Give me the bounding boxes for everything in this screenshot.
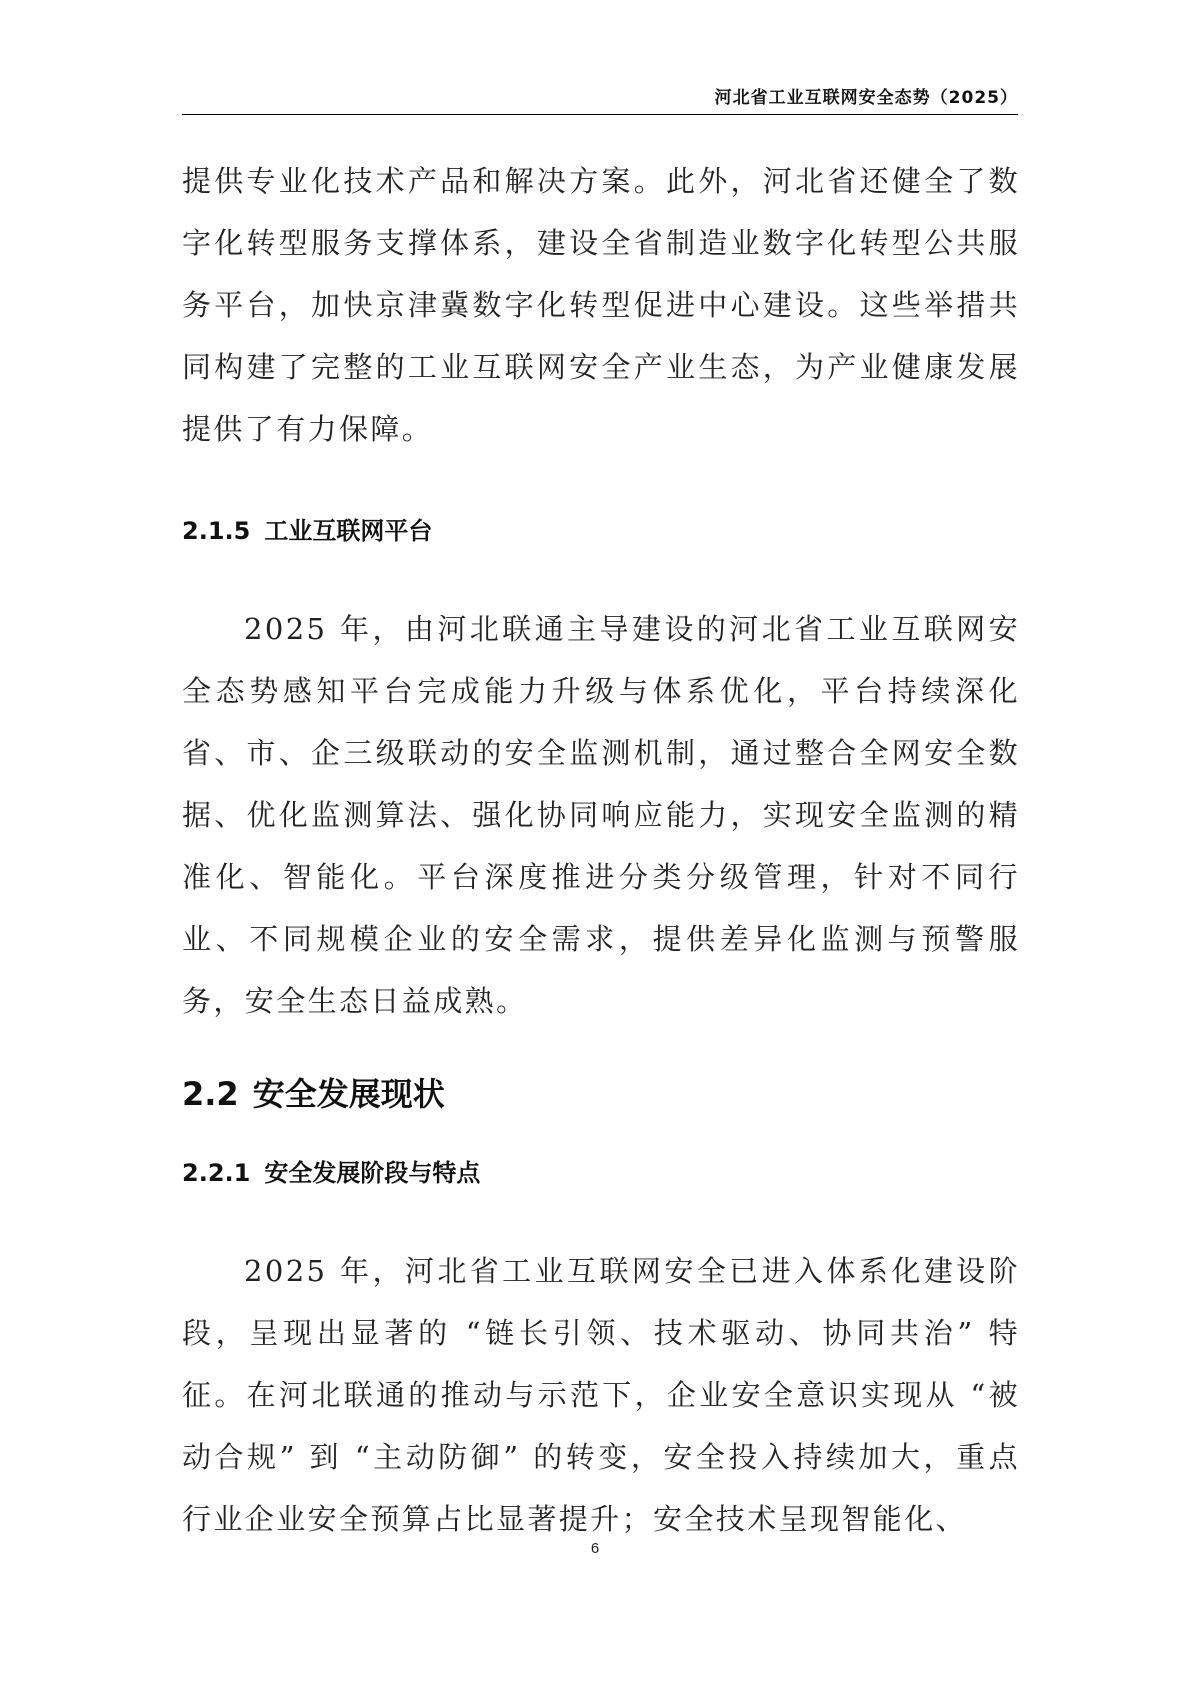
paragraph-development-stage: 2025 年，河北省工业互联网安全已进入体系化建设阶段，呈现出显著的 “链长引领、技术驱动、协同共治” 特征。在河北联通的推动与示范下，企业安全意识实现从 “被动合规” 到 “主动防御” 的转变，安全投入持续加大，重点行业企业安全预算占比显著提升；安全技术呈现智能化、	[182, 1254, 1020, 1536]
page-content	[182, 150, 1020, 1550]
heading-number: 2.2.1	[182, 1159, 251, 1187]
paragraph-platform: 2025 年，由河北联通主导建设的河北省工业互联网安全态势感知平台完成能力升级与体系优化，平台持续深化省、市、企三级联动的安全监测机制，通过整合全网安全数据、优化监测算法、强化协同响应能力，实现安全监测的精准化、智能化。平台深度推进分类分级管理，针对不同行业、不同规模企业的安全需求，提供差异化监测与预警服务，安全生态日益成熟。	[182, 612, 1020, 1018]
page-number: 6	[590, 1540, 600, 1557]
running-header: 河北省工业互联网安全态势（2025）	[182, 84, 1018, 115]
heading-2-1-5	[182, 514, 1020, 548]
heading-title: 安全发展阶段与特点	[264, 1159, 481, 1187]
heading-title: 安全发展现状	[252, 1075, 445, 1113]
paragraph-intro: 提供专业化技术产品和解决方案。此外，河北省还健全了数字化转型服务支撑体系，建设全省制造业数字化转型公共服务平台，加快京津冀数字化转型促进中心建设。这些举措共同构建了完整的工业互联网安全产业生态，为产业健康发展提供了有力保障。	[182, 164, 1020, 446]
heading-title: 工业互联网平台	[264, 517, 433, 545]
heading-number: 2.1.5	[182, 517, 251, 545]
heading-2-2-1	[182, 1156, 1020, 1190]
heading-2-2	[182, 1072, 1020, 1116]
heading-number: 2.2	[182, 1075, 239, 1113]
